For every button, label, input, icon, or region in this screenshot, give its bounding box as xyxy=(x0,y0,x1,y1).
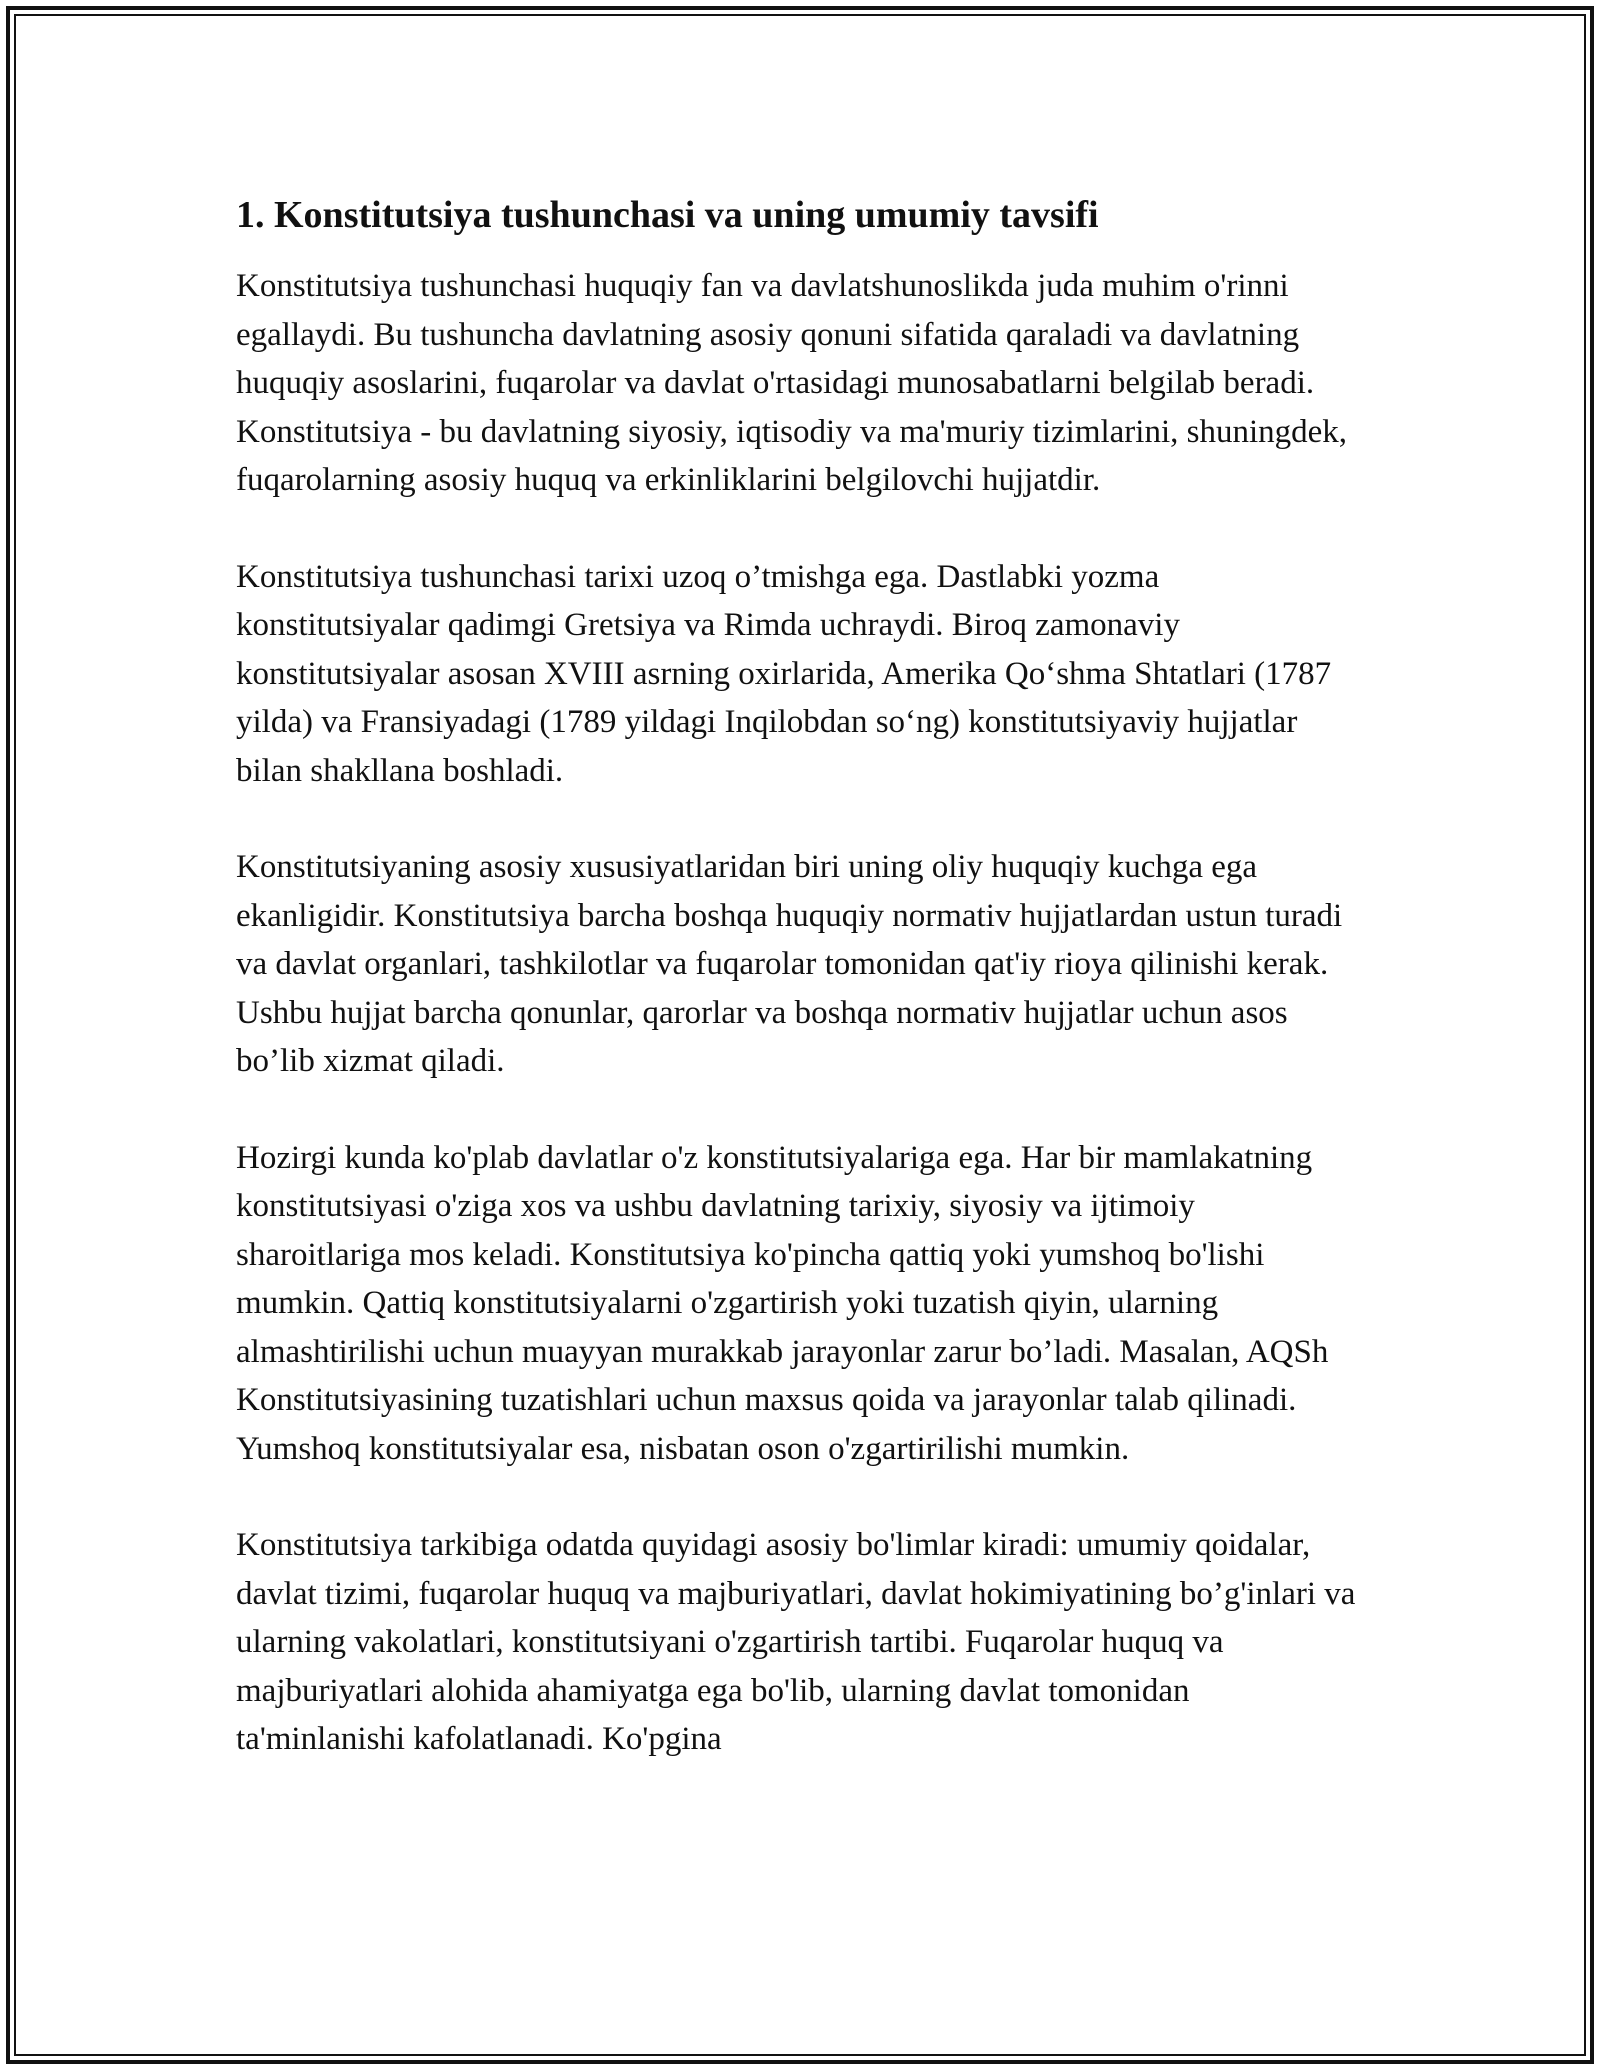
section-heading: 1. Konstitutsiya tushunchasi va uning umumiy tavsifi xyxy=(236,194,1099,236)
document-body xyxy=(236,190,1366,1764)
paragraph-definition: Konstitutsiya tushunchasi huquqiy fan va davlatshunoslikda juda muhim o'rinni egallaydi. Bu tushuncha davlatning asosiy qonuni sifatida qaraladi va davlatning huquqiy asoslarini, fuqarolar va davlat o'rtasidagi munosabatlarni belgilab beradi. Konstitutsiya - bu davlatning siyosiy, iqtisodiy va ma'muriy tizimlarini, shuningdek, fuqarolarning asosiy huquq va erkinliklarini belgilovchi hujjatdir. xyxy=(236,268,1348,498)
paragraph-rigid-flexible: Hozirgi kunda ko'plab davlatlar o'z konstitutsiyalariga ega. Har bir mamlakatning konstitutsiyasi o'ziga xos va ushbu davlatning tarixiy, siyosiy va ijtimoiy sharoitlariga mos keladi. Konstitutsiya ko'pincha qattiq yoki yumshoq bo'lishi mumkin. Qattiq konstitutsiyalarni o'zgartirish yoki tuzatish qiyin, ularning almashtirilishi uchun muayyan murakkab jarayonlar zarur bo’ladi. Masalan, AQSh Konstitutsiyasining tuzatishlari uchun maxsus qoida va jarayonlar talab qilinadi. Yumshoq konstitutsiyalar esa, nisbatan oson o'zgartirilishi mumkin. xyxy=(236,1139,1329,1467)
paragraph-structure: Konstitutsiya tarkibiga odatda quyidagi asosiy bo'limlar kiradi: umumiy qoidalar, davlat tizimi, fuqarolar huquq va majburiyatlari, davlat hokimiyatining bo’g'inlari va ularning vakolatlari, konstitutsiyani o'zgartirish tartibi. Fuqarolar huquq va majburiyatlari alohida ahamiyatga ega bo'lib, ularning davlat tomonidan ta'minlanishi kafolatlanadi. Ko'pgina xyxy=(236,1527,1356,1757)
paragraph-supremacy: Konstitutsiyaning asosiy xususiyatlaridan biri uning oliy huquqiy kuchga ega ekanligidir. Konstitutsiya barcha boshqa huquqiy normativ hujjatlardan ustun turadi va davlat organlari, tashkilotlar va fuqarolar tomonidan qat'iy rioya qilinishi kerak. Ushbu hujjat barcha qonunlar, qarorlar va boshqa normativ hujjatlar uchun asos bo’lib xizmat qiladi. xyxy=(236,849,1343,1079)
paragraph-history: Konstitutsiya tushunchasi tarixi uzoq o’tmishga ega. Dastlabki yozma konstitutsiyalar qadimgi Gretsiya va Rimda uchraydi. Biroq zamonaviy konstitutsiyalar asosan XVIII asrning oxirlarida, Amerika Qo‘shma Shtatlari (1787 yilda) va Fransiyadagi (1789 yildagi Inqilobdan so‘ng) konstitutsiyaviy hujjatlar bilan shakllana boshladi. xyxy=(236,558,1332,789)
